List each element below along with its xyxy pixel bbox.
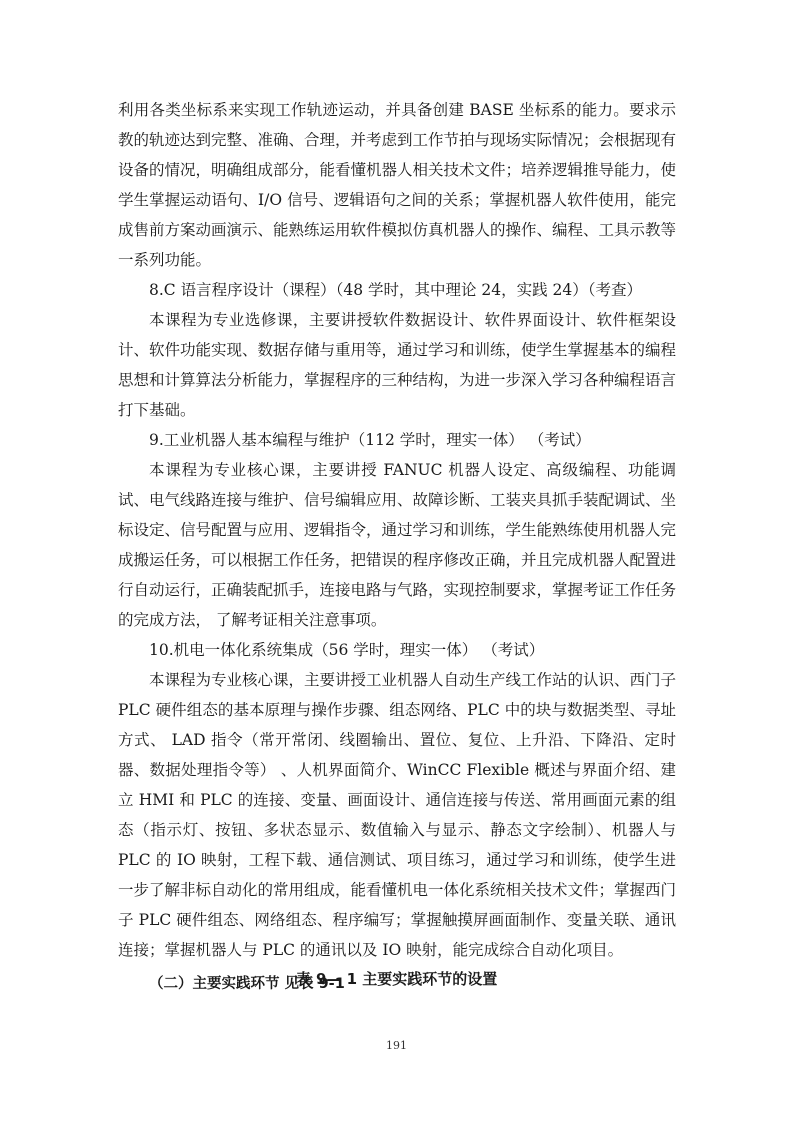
paragraph-robot-programming: 本课程为专业核心课，主要讲授 FANUC 机器人设定、高级编程、功能调试、电气线路连接与维护、信号编辑应用、故障诊断、工装夹具抓手装配调试、坐标设定、信号配置与应用、逻辑指令，通过学习和训练，学生能熟练使用机器人完成搬运任务，可以根据工作任务，把错误的程序修改正确，并且完成机器人配置进行自动运行，正确装配抓手，连接电路与气路，实现控制要求，掌握考证工作任务的完成方法， 了解考证相关注意事项。 <box>118 461 677 629</box>
course-heading-c-programming: 8.C 语言程序设计（课程）（48 学时，其中理论 24，实践 24）（考查） <box>149 281 643 299</box>
paragraph-mechatronics: 本课程为专业核心课，主要讲授工业机器人自动生产线工作站的认识、西门子 PLC 硬件组态的基本原理与操作步骤、组态网络、PLC 中的块与数据类型、寻址方式、 LAD 指令（常开常闭、线圈输出、置位、复位、上升沿、下降沿、定时器、数据处理指令等） 、人机界面简介、WinCC Flexible 概述与界面介绍、建立 HMI 和 PLC 的连接、变量、画面设计、通信连接与传送、常用画面元素的组态（指示灯、按钮、多状态显示、数值输入与显示、静态文字绘制）、机器人与 PLC 的 IO 映射，工程下载、通信测试、项目练习，通过学习和训练，使学生进一步了解非标自动化的常用组成，能看懂机电一体化系统相关技术文件；掌握西门子 PLC 硬件组态、网络组态、程序编写；掌握触摸屏画面制作、变量关联、通讯连接；掌握机器人与 PLC 的通讯以及 IO 映射，能完成综合自动化项目。 <box>118 671 677 959</box>
course-heading-mechatronics: 10.机电一体化系统集成（56 学时，理实一体） （考试） <box>149 641 545 659</box>
paragraph-robot-coordinates: 利用各类坐标系来实现工作轨迹运动，并具备创建 BASE 坐标系的能力。要求示教的轨迹达到完整、准确、合理，并考虑到工作节拍与现场实际情况；会根据现有设备的情况，明确组成部分，能看懂机器人相关技术文件；培养逻辑推导能力，使学生掌握运动语句、I/O 信号、逻辑语句之间的关系；掌握机器人软件使用，能完成售前方案动画演示、能熟练运用软件模拟仿真机器人的操作、编程、工具示教等一系列功能。 <box>118 101 677 269</box>
body-text <box>118 95 676 999</box>
page-number: 191 <box>386 1039 407 1052</box>
table-caption: 表 9— 1 主要实践环节的设置 <box>295 970 498 988</box>
paragraph-c-programming: 本课程为专业选修课，主要讲授软件数据设计、软件界面设计、软件框架设计、软件功能实现、数据存储与重用等，通过学习和训练，使学生掌握基本的编程思想和计算算法分析能力，掌握程序的三种结构，为进一步深入学习各种编程语言打下基础。 <box>118 311 677 419</box>
section-heading-practice: （二）主要实践环节 见表 9-1 <box>149 976 345 992</box>
course-heading-robot-programming: 9.工业机器人基本编程与维护（112 学时，理实一体） （考试） <box>149 431 591 449</box>
